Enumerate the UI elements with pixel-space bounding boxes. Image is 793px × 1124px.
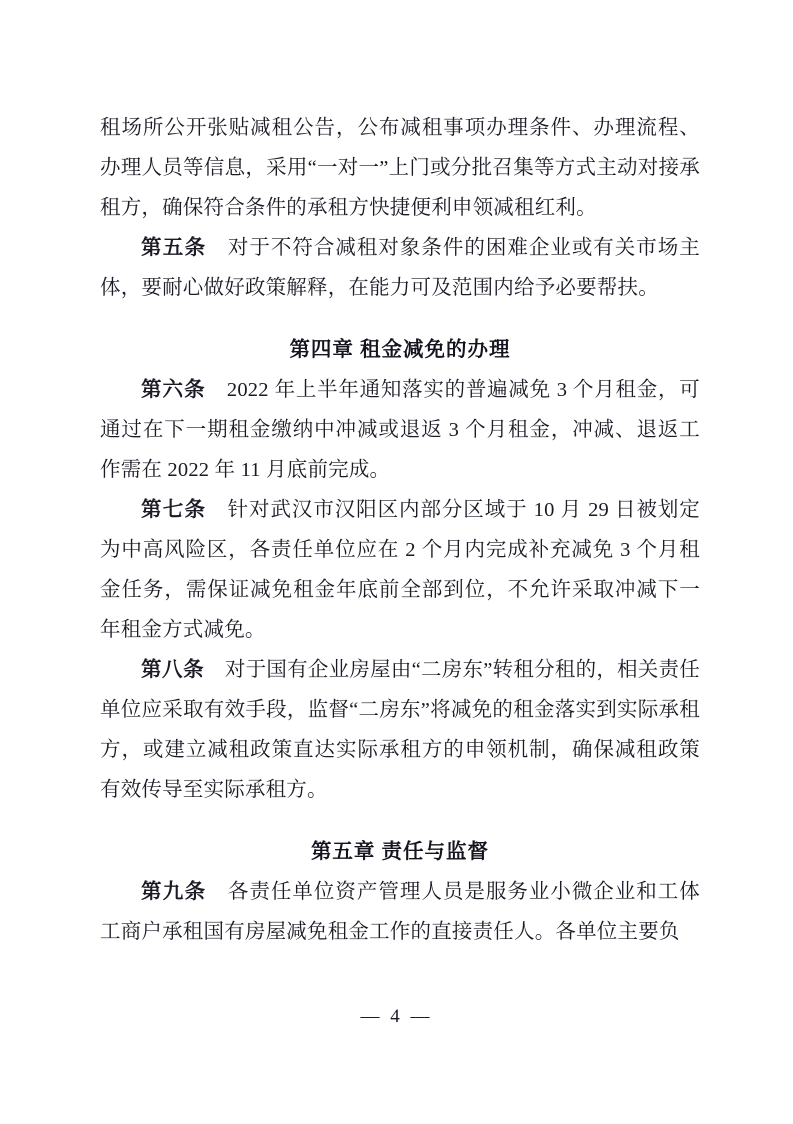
paragraph-article-8 bbox=[100, 650, 700, 810]
page-number: — 4 — bbox=[360, 1006, 433, 1027]
article-text-9: 各责任单位资产管理人员是服务业小微企业和工体工商户承租国有房屋减免租金工作的直接责任人。各单位主要负 bbox=[100, 881, 700, 943]
page-footer bbox=[0, 1006, 793, 1028]
paragraph-article-9 bbox=[100, 872, 700, 952]
paragraph-continued: 租场所公开张贴减租公告，公布减租事项办理条件、办理流程、办理人员等信息，采用“一对一”上门或分批召集等方式主动对接承租方，确保符合条件的承租方快捷便利申领减租红利。 bbox=[100, 117, 700, 219]
paragraph-article-7 bbox=[100, 490, 700, 650]
article-text-6: 2022 年上半年通知落实的普遍减免 3 个月租金，可通过在下一期租金缴纳中冲减或退返 3 个月租金，冲减、退返工作需在 2022 年 11 月底前完成。 bbox=[100, 379, 700, 481]
chapter-heading-5: 第五章 责任与监督 bbox=[310, 841, 490, 863]
paragraph-article-5 bbox=[100, 228, 700, 308]
article-text-8: 对于国有企业房屋由“二房东”转租分租的，相关责任单位应采取有效手段，监督“二房东”将减免的租金落实到实际承租方，或建立减租政策直达实际承租方的申领机制，确保减租政策有效传导至实际承租方。 bbox=[100, 659, 701, 801]
article-label-6: 第六条 bbox=[141, 379, 206, 401]
article-label-9: 第九条 bbox=[141, 881, 207, 903]
article-label-8: 第八条 bbox=[141, 659, 205, 681]
article-text-5: 对于不符合减租对象条件的困难企业或有关市场主体，要耐心做好政策解释，在能力可及范围内给予必要帮扶。 bbox=[100, 237, 700, 299]
spacer-before-chapter-5 bbox=[100, 810, 700, 832]
article-text-7: 针对武汉市汉阳区内部分区域于 10 月 29 日被划定为中高风险区，各责任单位应在 2 个月内完成补充减免 3 个月租金任务，需保证减免租金年底前全部到位，不允许采取冲减下一年租金方式减免。 bbox=[100, 499, 700, 641]
article-label-7: 第七条 bbox=[141, 499, 207, 521]
paragraph-article-6 bbox=[100, 370, 700, 490]
chapter-heading-4: 第四章 租金减免的办理 bbox=[289, 339, 511, 361]
spacer-before-chapter-4 bbox=[100, 308, 700, 330]
article-label-5: 第五条 bbox=[141, 237, 207, 259]
document-body bbox=[100, 108, 700, 952]
